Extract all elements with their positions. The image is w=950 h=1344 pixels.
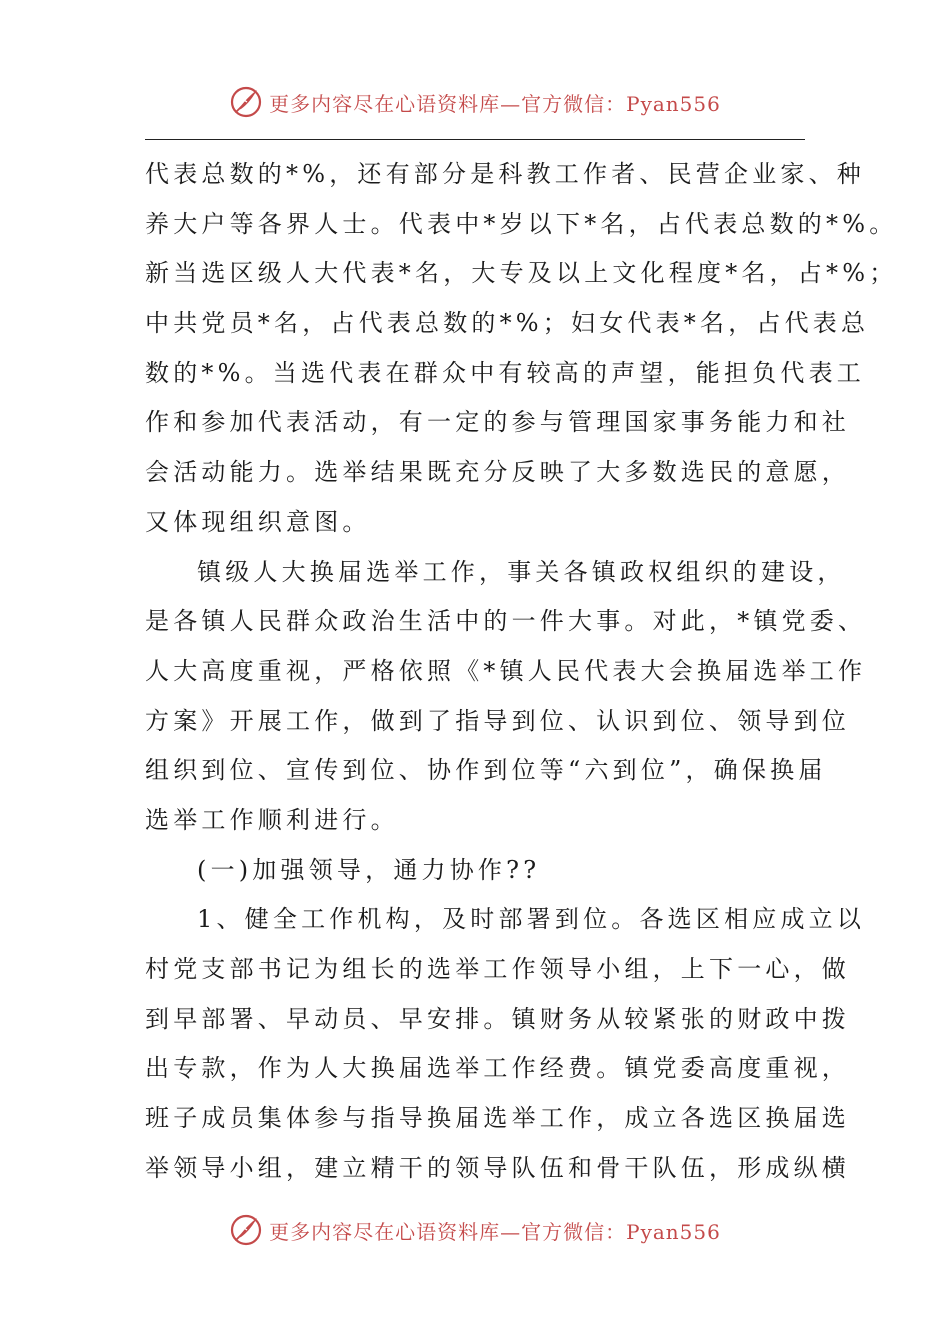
text-line: 方案》开展工作，做到了指导到位、认识到位、领导到位 xyxy=(145,706,850,735)
feather-pen-logo-icon xyxy=(229,1213,263,1247)
footer-banner xyxy=(0,1208,950,1252)
text-line: 选举工作顺利进行。 xyxy=(145,805,399,834)
footer-banner-text: 更多内容尽在心语资料库—官方微信：Pyan556 xyxy=(269,1219,721,1244)
text-line: 新当选区级人大代表*名，大专及以上文化程度*名，占*%； xyxy=(145,259,898,288)
paragraph-1 xyxy=(145,150,898,548)
text-line: 村党支部书记为组长的选举工作领导小组，上下一心，做 xyxy=(145,955,850,983)
text-line: 代表总数的*%，还有部分是科教工作者、民营企业家、种 xyxy=(145,160,866,188)
paragraph-2 xyxy=(145,548,867,846)
text-line: 作和参加代表活动，有一定的参与管理国家事务能力和社 xyxy=(145,408,850,437)
paragraph-3 xyxy=(145,895,866,1193)
text-line: 是各镇人民群众政治生活中的一件大事。对此，*镇党委、 xyxy=(145,607,867,636)
section-heading-text: (一)加强领导，通力协作?? xyxy=(197,855,541,884)
header-divider xyxy=(145,139,805,140)
text-line: 又体现组织意图。 xyxy=(145,507,371,536)
text-line: 到早部署、早动员、早安排。镇财务从较紧张的财政中拨 xyxy=(145,1004,850,1033)
header-banner xyxy=(0,80,950,124)
text-line: 会活动能力。选举结果既充分反映了大多数选民的意愿， xyxy=(145,458,850,487)
text-line: 养大户等各界人士。代表中*岁以下*名，占代表总数的*%。 xyxy=(145,209,898,238)
feather-pen-logo-icon xyxy=(229,85,263,119)
text-line: 班子成员集体参与指导换届选举工作，成立各选区换届选 xyxy=(145,1104,850,1133)
section-heading xyxy=(145,846,825,896)
text-line: 数的*%。当选代表在群众中有较高的声望，能担负代表工 xyxy=(145,358,866,387)
text-line: 组织到位、宣传到位、协作到位等“六到位”，确保换届 xyxy=(145,756,827,785)
document-body xyxy=(145,150,898,1193)
text-line: 镇级人大换届选举工作，事关各镇政权组织的建设， xyxy=(197,557,846,586)
text-line: 举领导小组，建立精干的领导队伍和骨干队伍，形成纵横 xyxy=(145,1153,850,1182)
text-line: 1、健全工作机构，及时部署到位。各选区相应成立以 xyxy=(197,905,866,934)
text-line: 出专款，作为人大换届选举工作经费。镇党委高度重视， xyxy=(145,1054,850,1083)
text-line: 人大高度重视，严格依照《*镇人民代表大会换届选举工作 xyxy=(145,656,867,685)
header-banner-text: 更多内容尽在心语资料库—官方微信：Pyan556 xyxy=(269,91,721,116)
text-line: 中共党员*名，占代表总数的*%；妇女代表*名，占代表总 xyxy=(145,309,870,338)
